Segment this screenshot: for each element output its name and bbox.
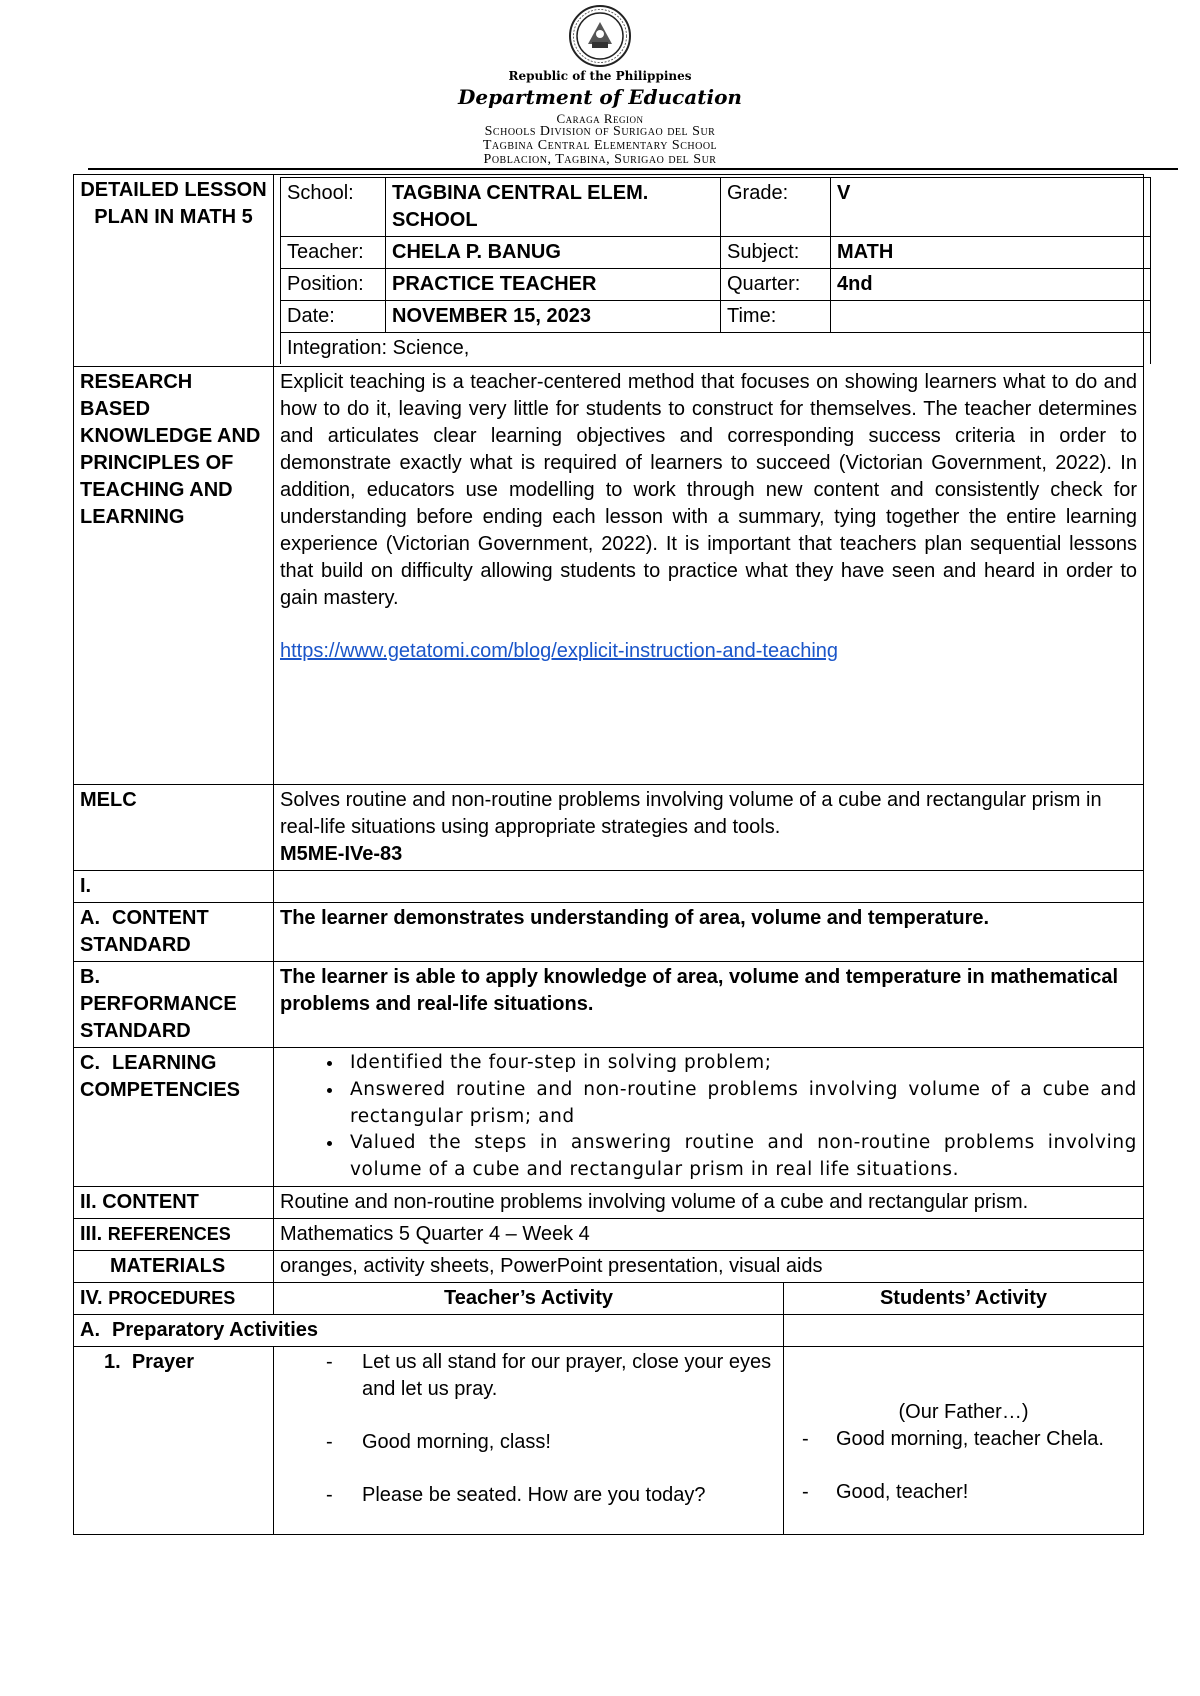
melc-code: M5ME-IVe-83 <box>280 843 403 865</box>
competency-item: • Answered routine and non-routine problems involving volume of a cube and rectangular prism; and <box>344 1077 1137 1131</box>
quarter-label: Quarter: <box>721 269 831 301</box>
research-text: Explicit teaching is a teacher-centered method that focuses on showing learners what to do and how to do it, leaving very little for students to construct for themselves. The teacher determines and articulates clear learning objectives and corresponding success criteria in order to demonstrate exactly what is required of learners to succeed (Victorian Government, 2022). In addition, educators use modelling to work through new content and consistently check for understanding before ending each lesson with a summary, tying together the entire learning experience (Victorian Government, 2022). It is important that teachers plan sequential lessons that build on difficulty allowing students to practice what they have seen and heard in order to gain mastery. <box>280 371 1137 609</box>
grade-label: Grade: <box>721 178 831 237</box>
header-division: Schools Division of Surigao del Sur <box>484 124 716 139</box>
students-activity-header: Students’ Activity <box>784 1283 1144 1315</box>
position-label: Position: <box>281 269 386 301</box>
prayer-students-cell <box>784 1347 1144 1535</box>
prayer-students-list <box>790 1426 1137 1506</box>
performance-standard-row <box>74 962 1144 1048</box>
content-standard-letter: A. <box>80 907 100 929</box>
prayer-teacher-cell <box>274 1347 784 1535</box>
references-roman: III. <box>80 1223 103 1246</box>
prayer-teacher-list <box>280 1349 777 1509</box>
performance-standard-title: PERFORMANCE STANDARD <box>80 993 237 1042</box>
student-line: - Good, teacher! <box>802 1481 969 1504</box>
procedures-row <box>74 1283 1144 1315</box>
melc-row <box>74 785 1144 871</box>
time-value <box>831 301 1151 333</box>
prayer-number: 1. <box>104 1351 121 1374</box>
header-school: Tagbina Central Elementary School <box>482 138 718 153</box>
position-value: PRACTICE TEACHER <box>386 269 721 301</box>
research-row <box>74 367 1144 785</box>
prayer-row <box>74 1347 1144 1535</box>
section-i-row <box>74 871 1144 903</box>
references-row <box>74 1219 1144 1251</box>
competencies-label <box>74 1048 274 1187</box>
teacher-value: CHELA P. BANUG <box>386 237 721 269</box>
preparatory-title: Preparatory Activities <box>112 1319 319 1342</box>
content-label: II. CONTENT <box>74 1187 274 1219</box>
header-region: Caraga Region <box>556 111 644 126</box>
competencies-title: LEARNING COMPETENCIES <box>80 1052 241 1101</box>
references-text: Mathematics 5 Quarter 4 – Week 4 <box>274 1219 1144 1251</box>
content-standard-row <box>74 903 1144 962</box>
content-standard-label <box>74 903 274 962</box>
research-link[interactable]: https://www.getatomi.com/blog/explicit-instruction-and-teaching <box>280 640 839 662</box>
grade-value: V <box>831 178 1151 237</box>
materials-text: oranges, activity sheets, PowerPoint presentation, visual aids <box>274 1251 1144 1283</box>
school-label: School: <box>281 178 386 237</box>
research-cell <box>274 367 1144 785</box>
materials-row <box>74 1251 1144 1283</box>
quarter-value: 4nd <box>831 269 1151 301</box>
content-standard-text: The learner demonstrates understanding of area, volume and temperature. <box>274 903 1144 962</box>
content-text: Routine and non-routine problems involving volume of a cube and rectangular prism. <box>274 1187 1144 1219</box>
research-label: RESEARCH BASED KNOWLEDGE AND PRINCIPLES OF TEACHING AND LEARNING <box>74 367 274 785</box>
info-row <box>74 175 1144 367</box>
subject-value: MATH <box>831 237 1151 269</box>
section-i-label: I. <box>74 871 274 903</box>
teacher-line: - Let us all stand for our prayer, close your eyes and let us pray. <box>326 1351 772 1401</box>
subject-label: Subject: <box>721 237 831 269</box>
preparatory-blank <box>784 1315 1144 1347</box>
school-value: TAGBINA CENTRAL ELEM. SCHOOL <box>386 178 721 237</box>
date-label: Date: <box>281 301 386 333</box>
header-republic: Republic of the Philippines <box>508 69 692 83</box>
students-note: (Our Father…) <box>898 1401 1029 1424</box>
materials-label: MATERIALS <box>74 1251 274 1283</box>
teacher-line: - Good morning, class! <box>326 1431 551 1454</box>
melc-cell <box>274 785 1144 871</box>
lesson-title: DETAILED LESSON PLAN IN MATH 5 <box>74 175 274 367</box>
integration-text: Integration: Science, <box>281 333 1151 365</box>
time-label: Time: <box>721 301 831 333</box>
procedures-label <box>74 1283 274 1315</box>
date-value: NOVEMBER 15, 2023 <box>386 301 721 333</box>
header-address: Poblacion, Tagbina, Surigao del Sur <box>483 152 717 167</box>
competencies-row <box>74 1048 1144 1187</box>
performance-standard-letter: B. <box>80 966 100 988</box>
prayer-title: Prayer <box>131 1351 195 1374</box>
content-row <box>74 1187 1144 1219</box>
preparatory-row <box>74 1315 1144 1347</box>
competencies-list <box>280 1050 1137 1184</box>
teacher-line: - Please be seated. How are you today? <box>326 1484 706 1507</box>
competency-item: • Identified the four-step in solving problem; <box>344 1050 1137 1077</box>
teacher-label: Teacher: <box>281 237 386 269</box>
references-title: REFERENCES <box>107 1224 231 1245</box>
header-divider <box>88 168 1178 170</box>
section-i-blank <box>274 871 1144 903</box>
competencies-letter: C. <box>80 1052 100 1074</box>
preparatory-letter: A. <box>80 1319 100 1342</box>
competencies-cell <box>274 1048 1144 1187</box>
header-department: Department of Education <box>458 85 742 109</box>
info-table <box>280 177 1151 364</box>
lesson-plan-table <box>73 174 1144 1535</box>
procedures-roman: IV. <box>80 1287 103 1310</box>
preparatory-label <box>74 1315 784 1347</box>
prayer-label <box>74 1347 274 1535</box>
teacher-activity-header: Teacher’s Activity <box>274 1283 784 1315</box>
performance-standard-text: The learner is able to apply knowledge of area, volume and temperature in mathematical problems and real-life situations. <box>274 962 1144 1048</box>
performance-standard-label <box>74 962 274 1048</box>
melc-text: Solves routine and non-routine problems involving volume of a cube and rectangular prism in real-life situations using appropriate strategies and tools. <box>280 789 1102 838</box>
deped-seal-icon <box>568 4 632 68</box>
procedures-title: PROCEDURES <box>108 1288 236 1309</box>
content-standard-title: CONTENT STANDARD <box>80 907 209 956</box>
info-grid <box>274 175 1144 367</box>
melc-label: MELC <box>74 785 274 871</box>
references-label <box>74 1219 274 1251</box>
competency-item: • Valued the steps in answering routine and non-routine problems involving volume of a cube and rectangular prism in real life situations. <box>344 1130 1137 1184</box>
student-line: - Good morning, teacher Chela. <box>802 1428 1104 1451</box>
